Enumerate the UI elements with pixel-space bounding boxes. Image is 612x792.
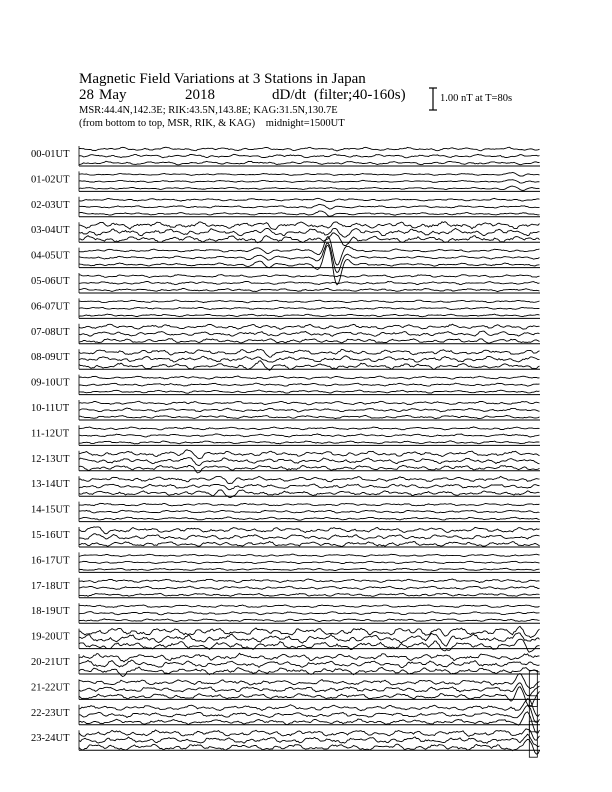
hour-label: 19-20UT xyxy=(31,631,70,643)
hour-label: 15-16UT xyxy=(31,530,70,541)
hour-label: 06-07UT xyxy=(31,301,70,313)
trace-msr xyxy=(79,401,540,405)
trace-kag xyxy=(79,739,540,754)
hour-label: 05-06UT xyxy=(31,276,70,287)
hour-label: 17-18UT xyxy=(31,580,70,592)
trace-rik xyxy=(79,561,540,564)
trace-msr xyxy=(79,476,540,483)
trace-rik xyxy=(79,458,540,466)
date-day: 28 xyxy=(79,87,94,103)
trace-kag xyxy=(79,517,540,520)
hour-row xyxy=(31,653,540,676)
hour-label: 03-04UT xyxy=(31,225,70,237)
hour-row xyxy=(31,375,540,395)
hour-label: 14-15UT xyxy=(31,504,70,516)
trace-rik xyxy=(79,281,540,284)
hour-row xyxy=(31,324,540,344)
hour-label: 21-22UT xyxy=(31,682,70,694)
hour-row xyxy=(31,298,540,318)
trace-msr xyxy=(79,376,540,379)
scale-bar xyxy=(429,88,437,110)
hour-row xyxy=(31,578,540,598)
trace-kag xyxy=(79,161,540,165)
trace-kag xyxy=(79,465,540,473)
trace-msr xyxy=(79,324,540,329)
trace-rik xyxy=(79,434,540,437)
trace-kag xyxy=(79,288,540,291)
trace-rik xyxy=(79,683,540,696)
trace-msr xyxy=(79,236,540,265)
hour-label: 18-19UT xyxy=(31,606,70,618)
trace-rik xyxy=(79,356,540,362)
trace-rik xyxy=(79,612,540,615)
hour-label: 20-21UT xyxy=(31,657,70,668)
trace-msr xyxy=(79,653,540,662)
trace-rik xyxy=(79,408,540,412)
scale-label: 1.00 nT at T=80s xyxy=(440,93,513,104)
hour-row xyxy=(31,476,540,497)
hour-label: 00-01UT xyxy=(31,149,70,160)
trace-kag xyxy=(79,619,540,622)
trace-rik xyxy=(79,204,540,209)
filter-label: (filter;40-160s) xyxy=(314,87,406,103)
trace-rik xyxy=(79,586,540,589)
trace-msr xyxy=(79,427,540,430)
trace-msr xyxy=(79,300,540,303)
hour-row xyxy=(31,603,540,623)
hour-row xyxy=(31,502,540,522)
hour-label: 11-12UT xyxy=(31,428,70,440)
trace-msr xyxy=(79,527,540,534)
trace-msr xyxy=(79,198,540,201)
trace-msr xyxy=(79,147,540,151)
midnight-note: midnight=1500UT xyxy=(265,118,345,129)
quantity-label: dD/dt xyxy=(272,87,307,103)
trace-msr xyxy=(79,605,540,607)
hour-label: 07-08UT xyxy=(31,326,70,338)
trace-kag xyxy=(79,186,540,190)
trace-rik xyxy=(79,228,540,237)
hour-label: 10-11UT xyxy=(31,403,70,414)
hour-row xyxy=(31,626,540,652)
hour-label: 08-09UT xyxy=(31,352,70,364)
hour-label: 13-14UT xyxy=(31,479,70,491)
trace-msr xyxy=(79,503,540,506)
hour-row xyxy=(31,222,540,246)
hour-rows xyxy=(31,146,540,757)
hour-label: 23-24UT xyxy=(31,733,70,745)
hour-row xyxy=(31,527,540,547)
trace-msr xyxy=(79,349,540,357)
trace-rik xyxy=(79,484,540,490)
trace-rik xyxy=(79,307,540,309)
trace-kag xyxy=(79,667,540,677)
trace-rik xyxy=(79,510,540,513)
trace-kag xyxy=(79,314,540,317)
hour-row xyxy=(31,729,540,754)
trace-rik xyxy=(79,660,540,668)
trace-rik xyxy=(79,383,540,386)
trace-kag xyxy=(79,687,540,707)
trace-msr xyxy=(79,275,540,278)
hour-row xyxy=(31,552,540,572)
hour-label: 16-17UT xyxy=(31,555,70,567)
hour-row xyxy=(31,171,540,191)
trace-kag xyxy=(79,541,540,546)
hour-row xyxy=(31,450,540,473)
hour-row xyxy=(31,273,540,293)
trace-kag xyxy=(79,568,540,570)
trace-msr xyxy=(79,222,540,230)
trace-rik xyxy=(79,180,540,183)
stations-info: MSR:44.4N,142.3E; RIK:43.5N,143.8E; KAG:31.5N,130.7E xyxy=(79,105,338,116)
hour-row xyxy=(31,425,540,445)
trace-rik xyxy=(79,534,540,540)
hour-label: 01-02UT xyxy=(31,174,70,186)
date-year: 2018 xyxy=(185,87,215,103)
hour-label: 04-05UT xyxy=(31,250,70,262)
trace-rik xyxy=(79,734,540,746)
hour-row xyxy=(31,674,540,707)
trace-msr xyxy=(79,626,540,637)
hour-row xyxy=(31,400,540,420)
trace-msr xyxy=(79,674,540,689)
trace-kag xyxy=(79,339,540,344)
trace-msr xyxy=(79,699,540,717)
hour-label: 02-03UT xyxy=(31,199,70,211)
order-note: (from bottom to top, MSR, RIK, & KAG) xyxy=(79,118,256,129)
hour-row xyxy=(31,236,540,284)
hour-row xyxy=(31,349,540,370)
trace-kag xyxy=(79,441,540,444)
trace-rik xyxy=(79,154,540,158)
trace-rik xyxy=(79,331,540,336)
trace-kag xyxy=(79,415,540,418)
trace-msr xyxy=(79,554,540,557)
hour-label: 09-10UT xyxy=(31,377,70,389)
trace-kag xyxy=(79,211,540,216)
trace-msr xyxy=(79,450,540,459)
hour-row xyxy=(31,699,540,733)
hour-row xyxy=(31,146,540,166)
chart-title: Magnetic Field Variations at 3 Stations in Japan xyxy=(79,71,366,87)
hour-label: 22-23UT xyxy=(31,707,70,719)
hour-label: 12-13UT xyxy=(31,453,70,465)
trace-msr xyxy=(79,579,540,583)
date-month: May xyxy=(99,87,127,103)
trace-kag xyxy=(79,390,540,393)
hour-row xyxy=(31,197,540,217)
trace-kag xyxy=(79,639,540,652)
trace-kag xyxy=(79,233,540,246)
trace-kag xyxy=(79,593,540,596)
trace-msr xyxy=(79,173,540,177)
